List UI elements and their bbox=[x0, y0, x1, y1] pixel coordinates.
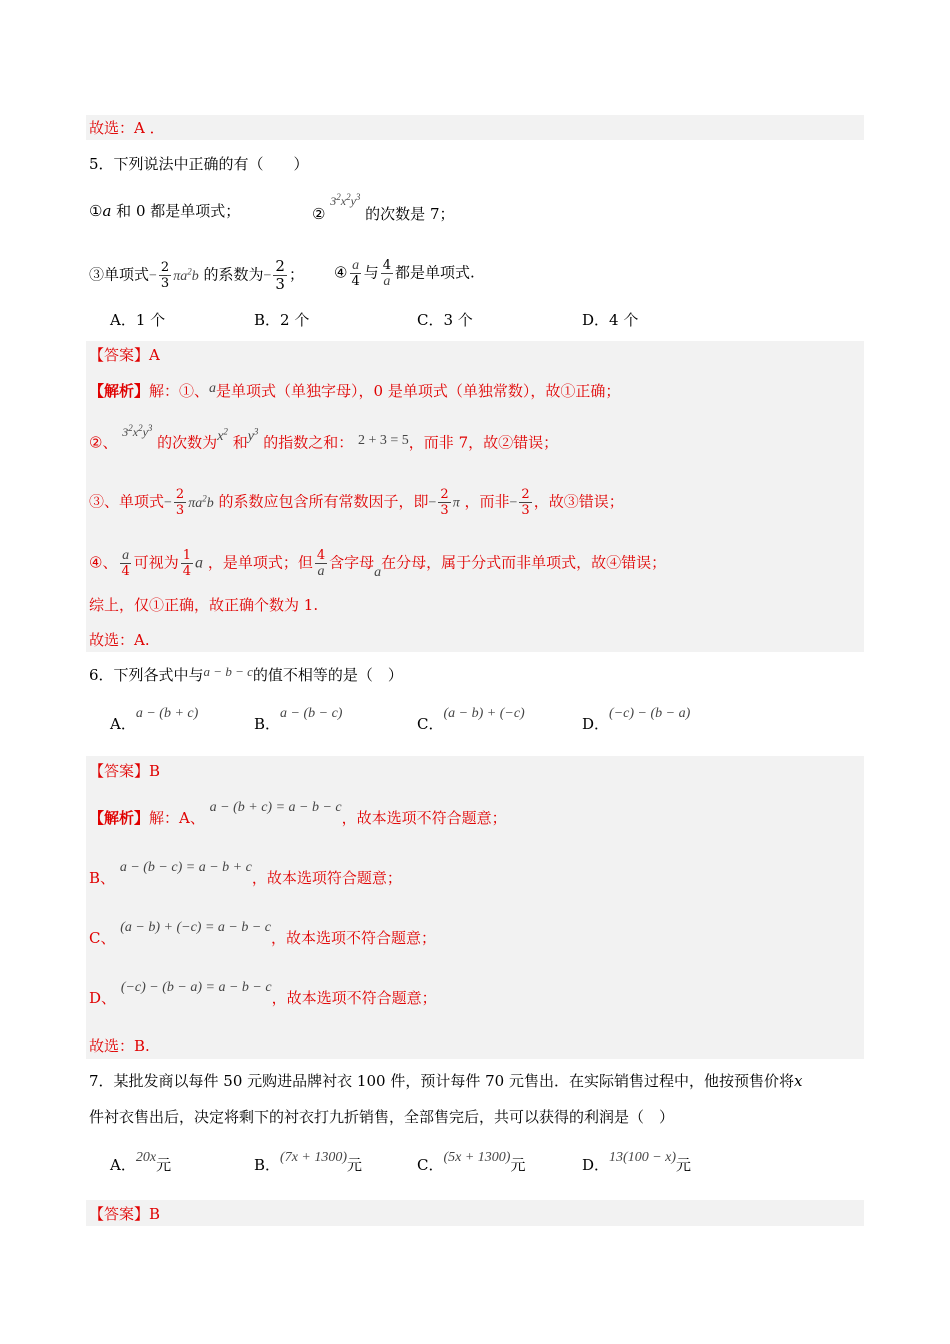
q5-answer: 【答案】A bbox=[89, 346, 160, 364]
q7-stem-line-1: 7．某批发商以每件 50 元购进品牌衬衣 100 件，预计每件 70 元售出．在实际销售过程中，他按预售价将x bbox=[89, 1072, 803, 1090]
q7-stem-line-2: 件衬衣售出后，决定将剩下的衬衣打九折销售，全部售完后，共可以获得的利润是（ ） bbox=[89, 1108, 675, 1126]
q6-stem: 6．下列各式中与a − b − c的值不相等的是（ ） bbox=[89, 664, 403, 684]
q6-conclusion: 故选：B. bbox=[89, 1037, 150, 1055]
q6-answer-block bbox=[86, 756, 864, 1059]
q5-s1-text: 和 0 都是单项式； bbox=[111, 202, 241, 220]
q5-s2-prefix: ② bbox=[312, 205, 326, 223]
q7-answer-block bbox=[86, 1200, 864, 1226]
q5-option-a[interactable]: A．1 个 bbox=[110, 311, 166, 329]
q5-conclusion: 故选：A. bbox=[89, 631, 150, 649]
q6-option-b[interactable]: B．a − (b − c) bbox=[254, 706, 343, 733]
q5-s1-var: a bbox=[102, 202, 112, 220]
q7-answer: 【答案】B bbox=[89, 1205, 161, 1223]
q5-stem: 5．下列说法中正确的有（ ） bbox=[89, 155, 309, 173]
q5-s3-mid: 的系数为 bbox=[203, 265, 264, 284]
q5-summary: 综上，仅①正确，故正确个数为 1. bbox=[89, 596, 319, 614]
q5-s2-expr: 32x2y3 bbox=[330, 192, 361, 208]
q5-statement-3: ③单项式− $\frac{2}{3}$ $\pi a^2b$ 的系数为− $\frac{2}{3}$ ； bbox=[89, 257, 304, 293]
q6-option-a[interactable]: A．a − (b + c) bbox=[110, 706, 199, 733]
q6-analysis-b: B、 a − (b − c) = a − b + c，故本选项符合题意； bbox=[89, 860, 402, 887]
q6-option-d[interactable]: D．(−c) − (b − a) bbox=[582, 706, 691, 733]
q5-analysis-3: ③、单项式− $\frac{2}{3}$ $\pi a^2b$ 的系数应包含所有常数因子，即− $\frac{2}{3}$ π ，而非− $\frac{2}{3}$ ，故③错误； bbox=[89, 487, 624, 519]
q5-statement-1 bbox=[89, 200, 240, 222]
fraction-two-thirds: $\frac{2}{3}$ bbox=[160, 260, 170, 291]
q6-analysis-c: C、 (a − b) + (−c) = a − b − c，故本选项不符合题意； bbox=[89, 920, 437, 947]
q6-analysis-a: 【解析】解：A、 a − (b + c) = a − b − c，故本选项不符合题意； bbox=[89, 800, 507, 827]
q5-option-b[interactable]: B．2 个 bbox=[254, 311, 310, 329]
q5-s2-text: 的次数是 7； bbox=[365, 205, 455, 223]
q5-s4-prefix: ④ bbox=[334, 263, 348, 282]
q6-option-c[interactable]: C．(a − b) + (−c) bbox=[417, 706, 525, 733]
previous-answer-block bbox=[86, 115, 864, 140]
q5-analysis-1: 【解析】解：①、a是单项式（单独字母），0 是单项式（单独常数），故①正确； bbox=[89, 381, 621, 400]
q5-statement-4: ④ $\frac{a}{4}$ 与 $\frac{4}{a}$ 都是单项式. bbox=[334, 258, 475, 289]
q5-analysis-2: ②、 $^{3^2x^2y^3}$ 的次数为$x^2$ 和$y^3$ 的指数之和： 2 + 3 = 5，而非 7，故②错误； bbox=[89, 422, 559, 452]
q5-s3-prefix: ③单项式 bbox=[89, 265, 150, 284]
q6-analysis-d: D、 (−c) − (b − a) = a − b − c，故本选项不符合题意； bbox=[89, 980, 437, 1007]
q6-answer: 【答案】B bbox=[89, 762, 161, 780]
q5-analysis-4: ④、 $\frac{a}{4}$ 可视为 $\frac{1}{4}$ a ，是单项式；但 $\frac{4}{a}$ 含字母a在分母，属于分式而非单项式，故④错误； bbox=[89, 548, 667, 580]
q5-option-d[interactable]: D．4 个 bbox=[582, 311, 639, 329]
q7-option-c[interactable]: C．(5x + 1300)元 bbox=[417, 1150, 526, 1174]
q5-option-c[interactable]: C．3 个 bbox=[417, 311, 473, 329]
q5-statement-2 bbox=[312, 192, 455, 226]
q7-option-a[interactable]: A．20x元 bbox=[110, 1150, 172, 1174]
q5-s1-prefix: ① bbox=[89, 202, 103, 220]
previous-conclusion: 故选：A ． bbox=[89, 119, 165, 137]
q7-option-b[interactable]: B．(7x + 1300)元 bbox=[254, 1150, 363, 1174]
q7-option-d[interactable]: D．13(100 − x)元 bbox=[582, 1150, 692, 1174]
